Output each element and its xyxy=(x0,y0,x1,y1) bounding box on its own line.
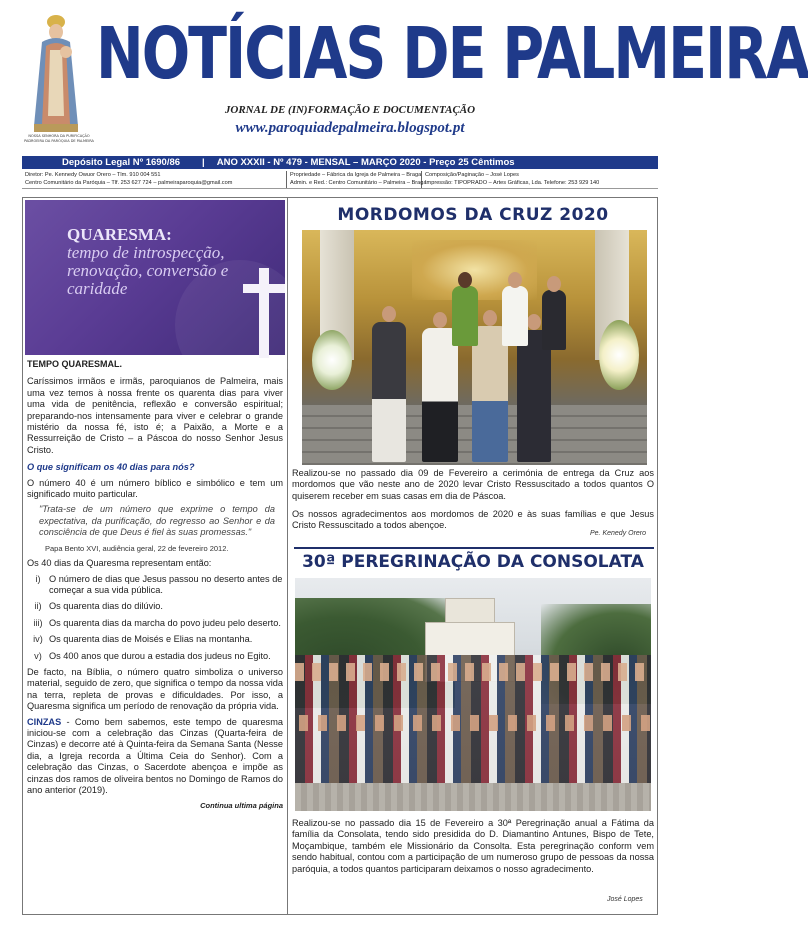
list-number: iv) xyxy=(33,634,43,645)
photo-face xyxy=(547,276,561,292)
photo-sanctuary-tower xyxy=(445,598,495,624)
photo-faces xyxy=(299,715,655,731)
legal-info-bar xyxy=(22,156,658,169)
cross-icon-bar xyxy=(243,284,285,293)
photo-face xyxy=(527,314,541,330)
photo-ground xyxy=(295,783,651,811)
peregrinacao-signature: José Lopes xyxy=(607,896,643,903)
legal-deposit: Depósito Legal Nº 1690/86 xyxy=(62,157,181,168)
list-item xyxy=(27,634,283,645)
list-text: Os 400 anos que durou a estadia dos judeus no Egito. xyxy=(49,650,271,661)
peregrinacao-group-photo xyxy=(295,578,651,811)
credits-line: Impressão: TIPOPRADO – Artes Gráficas, Lda. Telefone: 253 929 140 xyxy=(425,180,600,186)
mordomos-paragraph-2: Os nossos agradecimentos aos mordomos de 2020 e às suas famílias e que Jesus Cristo Ressuscitado a todos abençoe. xyxy=(292,509,654,531)
photo-person xyxy=(472,326,508,462)
list-text: Os quarenta dias de Moisés e Elias na montanha. xyxy=(49,634,253,645)
cinzas-label: CINZAS xyxy=(27,716,62,727)
credits-line: Admin. e Red.: Centro Comunitário – Palmeira – Braga xyxy=(290,180,427,186)
photo-person xyxy=(452,286,478,346)
photo-flowers xyxy=(599,320,639,390)
photo-person xyxy=(422,328,458,462)
article-paragraph: Os 40 dias da Quaresma representam então: xyxy=(27,558,212,569)
list-number: ii) xyxy=(34,601,42,612)
forty-days-list xyxy=(27,574,283,662)
photo-face xyxy=(458,272,472,288)
mordomos-signature: Pe. Kenedy Orero xyxy=(590,530,647,537)
credits-line: Propriedade – Fábrica da Igreja de Palmeira – Braga xyxy=(290,172,422,178)
list-number: iii) xyxy=(33,617,43,628)
logo-caption: NOSSA SENHORA DA PURIFICAÇÃO PADROEIRA DA PARÓQUIA DE PALMEIRA xyxy=(24,134,94,143)
article-heading: TEMPO QUARESMAL. xyxy=(27,359,123,369)
credits-ownership xyxy=(287,171,427,188)
quaresma-banner-image xyxy=(25,200,285,355)
list-number: i) xyxy=(35,573,41,584)
photo-flowers xyxy=(312,330,352,390)
article-intro: Caríssimos irmãos e irmãs, paroquianos de Palmeira, mais uma vez temos à nossa frente os quarenta dias para viver uma vida de penitência, reflexão e conversão espiritual; preparando-nos intensamente para viver e celebrar o grande mistério da nossa fé, isto é; a Paixão, a Morte e a Ressurreição de Cristo – a Páscoa do nosso Senhor Jesus Cristo. xyxy=(27,376,283,455)
tempo-quaresmal-article xyxy=(27,359,283,812)
credits-line: Composição/Paginação – José Lopes xyxy=(425,172,519,178)
credits-row xyxy=(22,171,658,189)
article-paragraph: O número 40 é um número bíblico e simbólico e tem um significado muito particular. xyxy=(27,477,283,500)
legal-separator: | xyxy=(202,157,205,168)
cinzas-text: - Como bem sabemos, este tempo de quaresma iniciou-se com a celebração das Cinzas (Quarta-feira de Cinzas) e decorre até à Quinta-feira da Semana Santa (Nesse dia, a Igreja recorda a Última Ceia do Senhor). Com a celebração das Cinzas, o Sacerdote abençoa e impõe as cinzas dos ramos de oliveira bentos no Domingo de Ramos do ano anterior (2019). xyxy=(27,716,283,795)
newspaper-title: NOTÍCIAS DE PALMEIRA xyxy=(96,12,808,96)
list-text: Os quarenta dias do dilúvio. xyxy=(49,601,163,612)
list-text: O número de dias que Jesus passou no deserto antes de começar a sua vida pública. xyxy=(49,573,283,595)
credits-line: Centro Comunitário da Paróquia – Tlf. 253 627 724 – palmeiraparoquia@gmail.com xyxy=(25,180,233,186)
article-paragraph: De facto, na Bíblia, o número quatro simboliza o universo material, seguido de zero, que significa o tempo da nossa vida na terra, repleta de provas e dificuldades. Por isso, a Quaresma significa um período de renovação da própria vida. xyxy=(27,666,283,712)
banner-subtitle: tempo de introspecção, renovação, conversão e caridade xyxy=(67,243,229,298)
mordomos-headline: MORDOMOS DA CRUZ 2020 xyxy=(337,205,609,225)
photo-person xyxy=(542,290,566,350)
banner-text xyxy=(67,226,247,298)
photo-faces xyxy=(295,663,651,681)
article-question: O que significam os 40 dias para nós? xyxy=(27,462,195,473)
issue-info: ANO XXXII - Nº 479 - MENSAL – MARÇO 2020 - Preço 25 Cêntimos xyxy=(216,157,515,168)
list-item xyxy=(27,651,283,662)
photo-person xyxy=(502,286,528,346)
list-text: Os quarenta dias da marcha do povo judeu pelo deserto. xyxy=(49,617,281,628)
pope-quote: "Trata-se de um número que exprime o tempo da expectativa, da purificação, do regresso ao Senhor e da consciência de que Deus é fiel às suas promessas." xyxy=(39,504,275,538)
mordomos-paragraph-1: Realizou-se no passado dia 09 de Fevereiro a cerimónia de entrega da Cruz aos mordomos que vão neste ano de 2020 levar Cristo Ressuscitado a todos quantos O quiserem receber em suas casas em dia de Páscoa. xyxy=(292,468,654,501)
list-number: v) xyxy=(34,650,42,661)
tagline: JORNAL DE (IN)FORMAÇÃO E DOCUMENTAÇÃO xyxy=(224,104,476,116)
banner-word: QUARESMA: xyxy=(67,225,172,244)
mordomos-group-photo xyxy=(302,230,647,465)
continue-link[interactable]: Continua ultima página xyxy=(200,801,283,811)
list-item xyxy=(27,574,283,597)
peregrinacao-headline: 30ª PEREGRINAÇÃO DA CONSOLATA xyxy=(302,552,644,572)
quote-source: Papa Bento XVI, audiência geral, 22 de fevereiro 2012. xyxy=(45,543,229,553)
list-item xyxy=(27,601,283,612)
photo-face xyxy=(382,306,396,322)
credits-line: Diretor: Pe. Kennedy Owuor Orero – Tlm. 910 004 551 xyxy=(25,172,161,178)
credits-director xyxy=(22,171,287,188)
cross-icon xyxy=(259,268,269,358)
peregrinacao-paragraph: Realizou-se no passado dia 15 de Fevereiro a 30ª Peregrinação anual a Fátima da família da Consolata, tendo sido presidida do D. Diamantino Antunes, Bispo de Tete, Moçambique, também ele Missionário da Consolta. Esta peregrinação conform vem sendo habitual, contou com a participação de um numeroso grupo de pessoas da nossa paróquia, a todos quantos participaram deixamos o nosso agradecimento. xyxy=(292,818,654,874)
website-link[interactable]: www.paroquiadepalmeira.blogspot.pt xyxy=(235,120,465,136)
photo-person xyxy=(372,322,406,462)
photo-face xyxy=(508,272,522,288)
cinzas-paragraph xyxy=(27,717,283,797)
photo-face xyxy=(433,312,447,328)
photo-face xyxy=(483,310,497,326)
list-item xyxy=(27,618,283,629)
credits-printing xyxy=(422,171,658,188)
section-rule xyxy=(294,547,654,549)
